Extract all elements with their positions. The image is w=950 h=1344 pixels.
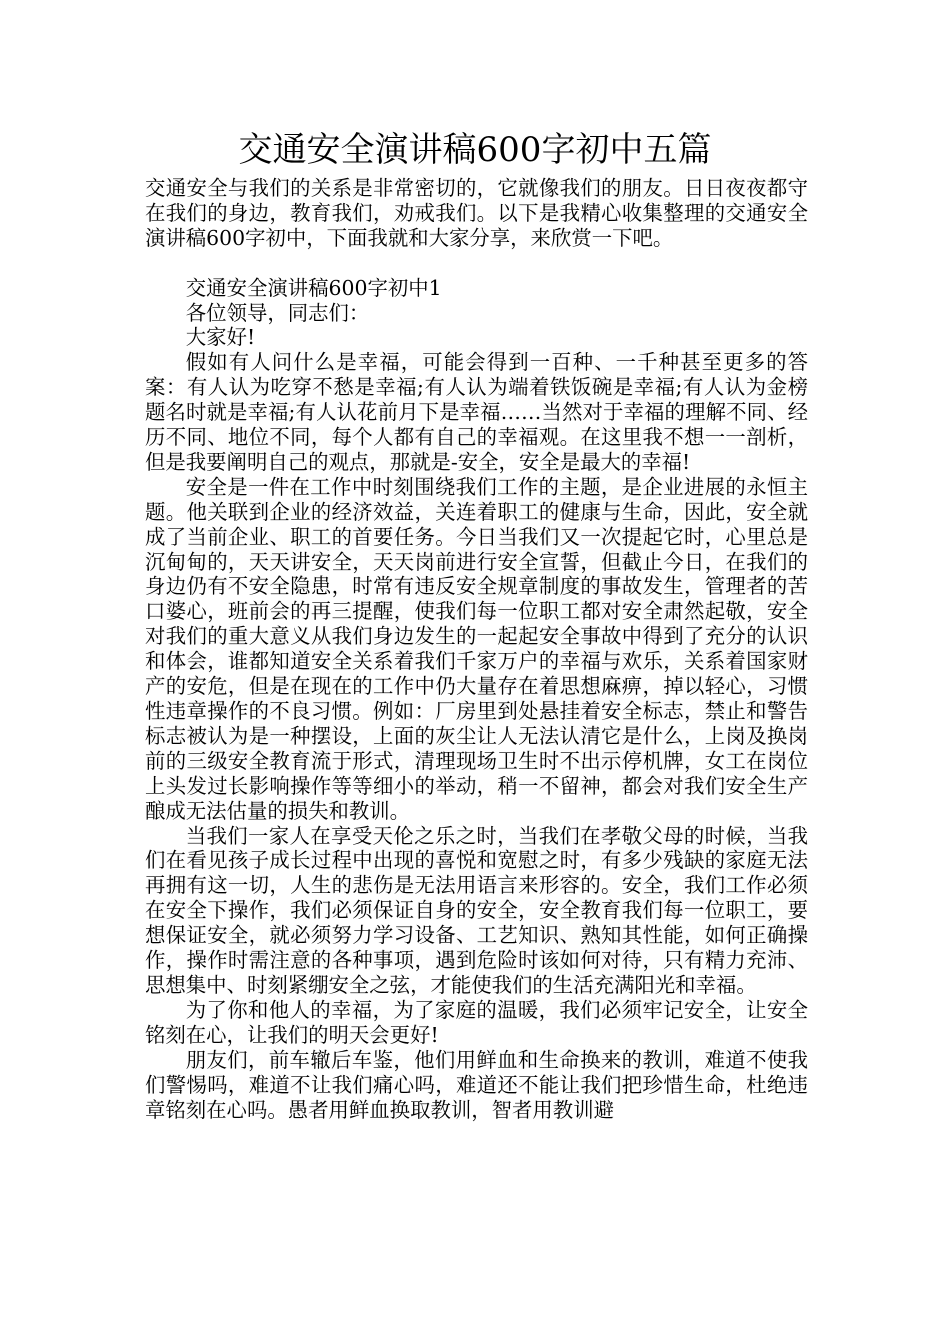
body-paragraph: 当我们一家人在享受天伦之乐之时，当我们在孝敬父母的时候，当我们在看见孩子成长过程中出现的喜悦和宽慰之时，有多少残缺的家庭无法再拥有这一切，人生的悲伤是无法用语言来形容的。安全，我们工作必须在安全下操作，我们必须保证自身的安全，安全教育我们每一位职工，要想保证安全，就必须努力学习设备、工艺知识、熟知其性能，如何正确操作，操作时需注意的各种事项，遇到危险时该如何对待，只有精力充沛、思想集中、时刻紧绷安全之弦，才能使我们的生活充满阳光和幸福。 (145, 823, 808, 997)
document-body (145, 176, 808, 1122)
section-heading: 交通安全演讲稿600字初中1 (185, 275, 442, 300)
intro-paragraph: 交通安全与我们的关系是非常密切的，它就像我们的朋友。日日夜夜都守在我们的身边，教育我们，劝戒我们。以下是我精心收集整理的交通安全演讲稿600字初中，下面我就和大家分享，来欣赏一下吧。 (145, 176, 808, 250)
greeting: 大家好! (185, 325, 256, 350)
salutation: 各位领导，同志们： (185, 300, 370, 325)
body-paragraph: 朋友们，前车辙后车鉴，他们用鲜血和生命换来的教训，难道不使我们警惕吗，难道不让我们痛心吗，难道还不能让我们把珍惜生命，杜绝违章铭刻在心吗。愚者用鲜血换取教训，智者用教训避 (145, 1047, 808, 1122)
document-title: 交通安全演讲稿600字初中五篇 (238, 130, 712, 170)
body-paragraph: 假如有人问什么是幸福，可能会得到一百种、一千种甚至更多的答案：有人认为吃穿不愁是幸福;有人认为端着铁饭碗是幸福;有人认为金榜题名时就是幸福;有人认花前月下是幸福……当然对于幸福的理解不同、经历不同、地位不同，每个人都有自己的幸福观。在这里我不想一一剖析，但是我要阐明自己的观点，那就是-安全，安全是最大的幸福! (145, 350, 808, 474)
body-paragraph: 为了你和他人的幸福，为了家庭的温暖，我们必须牢记安全，让安全铭刻在心，让我们的明天会更好! (145, 997, 808, 1047)
body-paragraph: 安全是一件在工作中时刻围绕我们工作的主题，是企业进展的永恒主题。他关联到企业的经济效益，关连着职工的健康与生命，因此，安全就成了当前企业、职工的首要任务。今日当我们又一次提起它时，心里总是沉甸甸的，天天讲安全，天天岗前进行安全宣誓，但截止今日，在我们的身边仍有不安全隐患，时常有违反安全规章制度的事故发生，管理者的苦口婆心，班前会的再三提醒，使我们每一位职工都对安全肃然起敬，安全对我们的重大意义从我们身边发生的一起起安全事故中得到了充分的认识和体会，谁都知道安全关系着我们千家万户的幸福与欢乐，关系着国家财产的安危，但是在现在的工作中仍大量存在着思想麻痹，掉以轻心，习惯性违章操作的不良习惯。例如：厂房里到处悬挂着安全标志，禁止和警告标志被认为是一种摆设，上面的灰尘让人无法认清它是什么，上岗及换岗前的三级安全教育流于形式，清理现场卫生时不出示停机牌，女工在岗位上头发过长影响操作等等细小的举动，稍一不留神，都会对我们安全生产酿成无法估量的损失和教训。 (145, 474, 808, 823)
